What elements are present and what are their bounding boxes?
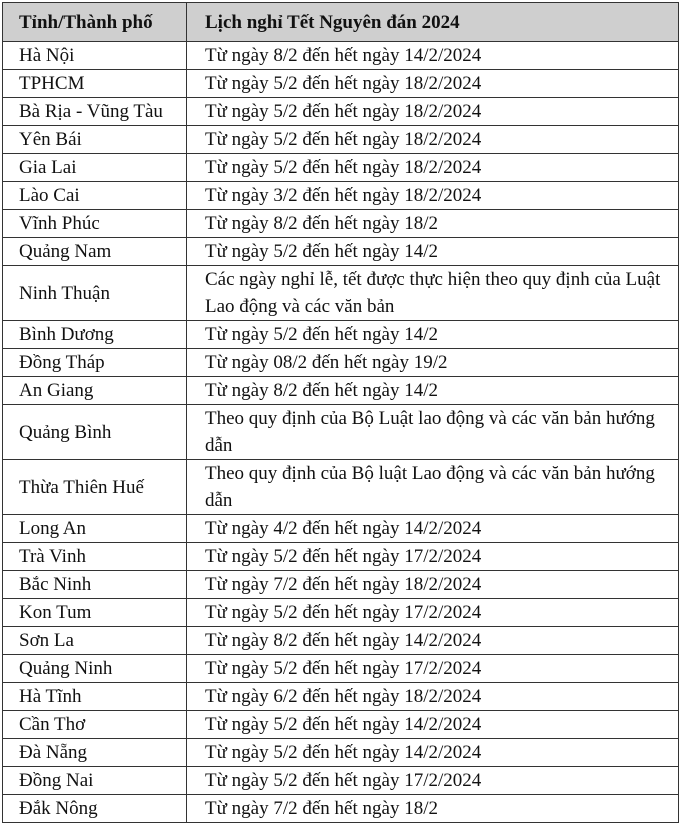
table-row [3,126,679,154]
schedule-cell: Từ ngày 5/2 đến hết ngày 17/2/2024 [187,543,679,571]
holiday-schedule-table [2,2,679,823]
province-cell: Đà Nẵng [3,739,187,767]
schedule-cell: Từ ngày 5/2 đến hết ngày 17/2/2024 [187,599,679,627]
table-body [3,42,679,823]
schedule-cell: Từ ngày 7/2 đến hết ngày 18/2 [187,795,679,823]
table-row [3,321,679,349]
schedule-cell: Theo quy định của Bộ luật Lao động và các văn bản hướng dẫn [187,460,679,515]
province-cell: Quảng Ninh [3,655,187,683]
table-row [3,349,679,377]
schedule-cell: Từ ngày 6/2 đến hết ngày 18/2/2024 [187,683,679,711]
province-cell: Hà Nội [3,42,187,70]
schedule-cell: Từ ngày 3/2 đến hết ngày 18/2/2024 [187,182,679,210]
province-cell: Vĩnh Phúc [3,210,187,238]
province-cell: Yên Bái [3,126,187,154]
schedule-cell: Từ ngày 5/2 đến hết ngày 14/2 [187,238,679,266]
province-cell: Lào Cai [3,182,187,210]
table-row [3,767,679,795]
province-cell: Sơn La [3,627,187,655]
province-cell: Gia Lai [3,154,187,182]
table-row [3,543,679,571]
table-row [3,627,679,655]
province-cell: Quảng Bình [3,405,187,460]
province-cell: Hà Tĩnh [3,683,187,711]
schedule-cell: Từ ngày 5/2 đến hết ngày 17/2/2024 [187,655,679,683]
province-cell: Ninh Thuận [3,266,187,321]
table-row [3,210,679,238]
schedule-cell: Từ ngày 8/2 đến hết ngày 14/2/2024 [187,42,679,70]
schedule-cell: Từ ngày 5/2 đến hết ngày 18/2/2024 [187,154,679,182]
province-cell: Quảng Nam [3,238,187,266]
table-row [3,42,679,70]
schedule-cell: Từ ngày 5/2 đến hết ngày 17/2/2024 [187,767,679,795]
province-cell: Kon Tum [3,599,187,627]
province-cell: Bình Dương [3,321,187,349]
schedule-cell: Từ ngày 8/2 đến hết ngày 18/2 [187,210,679,238]
table-row [3,599,679,627]
table-row [3,515,679,543]
province-cell: TPHCM [3,70,187,98]
table-row [3,571,679,599]
table-header-row [3,3,679,42]
table-row [3,266,679,321]
province-cell: Bà Rịa - Vũng Tàu [3,98,187,126]
schedule-cell: Từ ngày 4/2 đến hết ngày 14/2/2024 [187,515,679,543]
table-row [3,711,679,739]
table-row [3,405,679,460]
schedule-cell: Từ ngày 08/2 đến hết ngày 19/2 [187,349,679,377]
province-cell: Đồng Nai [3,767,187,795]
province-cell: Cần Thơ [3,711,187,739]
schedule-cell: Theo quy định của Bộ Luật lao động và các văn bản hướng dẫn [187,405,679,460]
schedule-cell: Các ngày nghỉ lễ, tết được thực hiện theo quy định của Luật Lao động và các văn bản [187,266,679,321]
table-row [3,238,679,266]
table-row [3,683,679,711]
table-row [3,98,679,126]
schedule-cell: Từ ngày 8/2 đến hết ngày 14/2/2024 [187,627,679,655]
schedule-cell: Từ ngày 7/2 đến hết ngày 18/2/2024 [187,571,679,599]
table-row [3,739,679,767]
schedule-cell: Từ ngày 5/2 đến hết ngày 18/2/2024 [187,126,679,154]
schedule-cell: Từ ngày 5/2 đến hết ngày 14/2 [187,321,679,349]
table-row [3,154,679,182]
header-province: Tỉnh/Thành phố [3,3,187,42]
schedule-cell: Từ ngày 5/2 đến hết ngày 18/2/2024 [187,98,679,126]
header-schedule: Lịch nghỉ Tết Nguyên đán 2024 [187,3,679,42]
province-cell: Thừa Thiên Huế [3,460,187,515]
table-row [3,460,679,515]
schedule-cell: Từ ngày 5/2 đến hết ngày 18/2/2024 [187,70,679,98]
schedule-cell: Từ ngày 5/2 đến hết ngày 14/2/2024 [187,711,679,739]
schedule-cell: Từ ngày 5/2 đến hết ngày 14/2/2024 [187,739,679,767]
table-row [3,70,679,98]
table-row [3,182,679,210]
table-row [3,655,679,683]
province-cell: An Giang [3,377,187,405]
table-row [3,795,679,823]
province-cell: Đồng Tháp [3,349,187,377]
table-row [3,377,679,405]
province-cell: Trà Vinh [3,543,187,571]
province-cell: Bắc Ninh [3,571,187,599]
schedule-cell: Từ ngày 8/2 đến hết ngày 14/2 [187,377,679,405]
province-cell: Đắk Nông [3,795,187,823]
province-cell: Long An [3,515,187,543]
